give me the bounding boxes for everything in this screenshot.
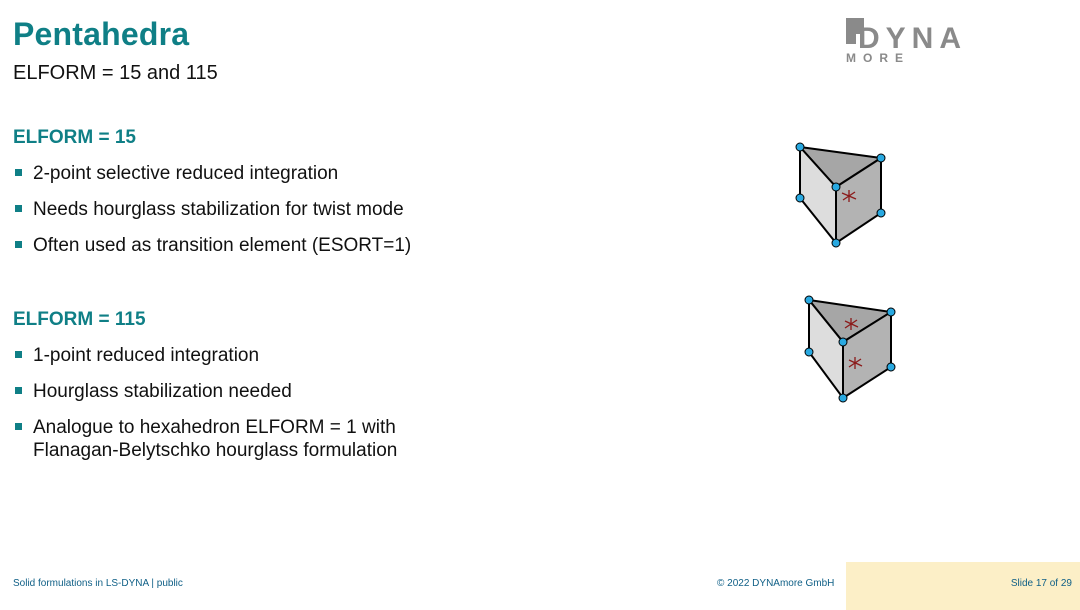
bullet-marker bbox=[15, 205, 22, 212]
logo-sub-text: MORE bbox=[846, 51, 910, 65]
section-heading-elform-15: ELFORM = 15 bbox=[13, 127, 136, 148]
node-icon bbox=[796, 143, 804, 151]
footer-copyright: © 2022 DYNAmore GmbH bbox=[717, 578, 835, 589]
logo-main-text: DYNA bbox=[858, 22, 968, 55]
node-icon bbox=[877, 154, 885, 162]
dynamore-logo bbox=[844, 18, 1034, 68]
page-subtitle: ELFORM = 15 and 115 bbox=[13, 62, 218, 84]
pentahedron-elform-15-figure bbox=[780, 135, 900, 255]
node-icon bbox=[796, 194, 804, 202]
bullet-marker bbox=[15, 387, 22, 394]
list-item: 2-point selective reduced integration bbox=[13, 162, 411, 185]
footer-presentation-title: Solid formulations in LS-DYNA | public bbox=[13, 578, 183, 589]
page-title: Pentahedra bbox=[13, 16, 190, 52]
list-item: 1-point reduced integration bbox=[13, 344, 453, 367]
bullet-marker bbox=[15, 351, 22, 358]
node-icon bbox=[805, 348, 813, 356]
node-icon bbox=[839, 338, 847, 346]
list-item: Hourglass stabilization needed bbox=[13, 380, 453, 403]
node-icon bbox=[887, 308, 895, 316]
bullet-marker bbox=[15, 423, 22, 430]
node-icon bbox=[887, 363, 895, 371]
bullet-list-elform-15 bbox=[13, 162, 411, 270]
node-icon bbox=[832, 183, 840, 191]
footer-slide-box bbox=[846, 562, 1080, 610]
list-item: Analogue to hexahedron ELFORM = 1 with Flanagan-Belytschko hourglass formulation bbox=[13, 416, 453, 462]
bullet-marker bbox=[15, 241, 22, 248]
bullet-list-elform-115 bbox=[13, 344, 453, 475]
list-item: Often used as transition element (ESORT=1) bbox=[13, 234, 411, 257]
node-icon bbox=[805, 296, 813, 304]
section-heading-elform-115: ELFORM = 115 bbox=[13, 309, 146, 330]
pentahedron-elform-115-figure bbox=[795, 290, 905, 410]
node-icon bbox=[839, 394, 847, 402]
node-icon bbox=[877, 209, 885, 217]
list-item: Needs hourglass stabilization for twist mode bbox=[13, 198, 411, 221]
node-icon bbox=[832, 239, 840, 247]
logo-block-small bbox=[846, 34, 856, 44]
bullet-marker bbox=[15, 169, 22, 176]
slide-number: Slide 17 of 29 bbox=[1010, 578, 1072, 589]
